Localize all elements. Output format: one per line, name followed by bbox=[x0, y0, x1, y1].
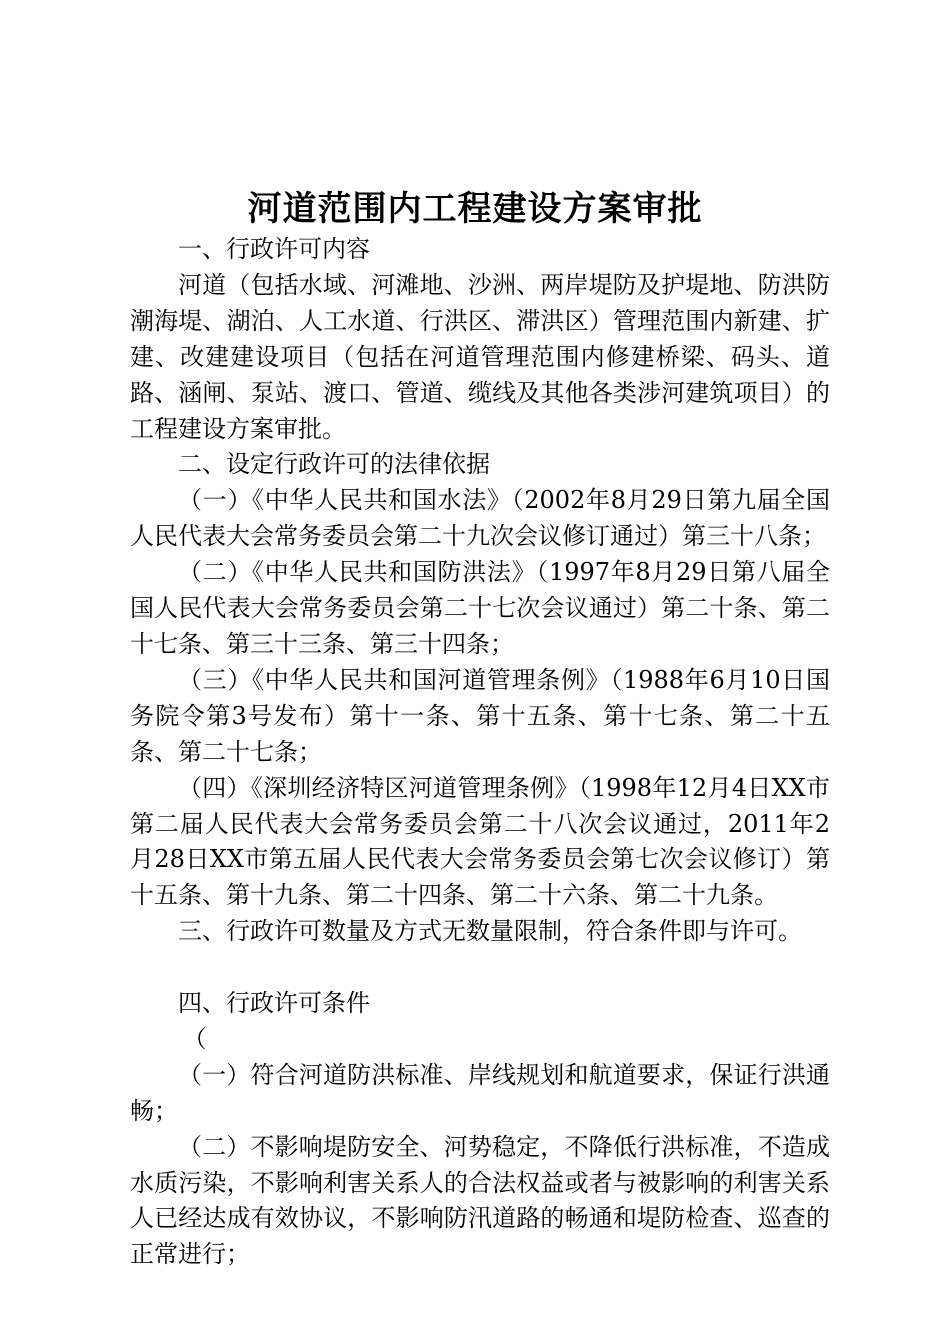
legal-basis-item-3: （三）《中华人民共和国河道管理条例》（1988年6月10日国务院令第3号发布）第十一条、第十五条、第十七条、第二十五条、第二十七条； bbox=[130, 665, 830, 766]
document-title: 河道范围内工程建设方案审批 bbox=[247, 189, 703, 229]
condition-item-1: （一）符合河道防洪标准、岸线规划和航道要求，保证行洪通畅； bbox=[130, 1060, 830, 1125]
condition-item-2: （二）不影响堤防安全、河势稳定，不降低行洪标准，不造成水质污染，不影响利害关系人的合法权益或者与被影响的利害关系人已经达成有效协议，不影响防汛道路的畅通和堤防检查、巡查的正常进行； bbox=[130, 1132, 830, 1269]
paragraph-scope: 河道（包括水域、河滩地、沙洲、两岸堤防及护堤地、防洪防潮海堤、湖泊、人工水道、行洪区、滞洪区）管理范围内新建、扩建、改建建设项目（包括在河道管理范围内修建桥梁、码头、道路、涵闸、泵站、渡口、管道、缆线及其他各类涉河建筑项目）的工程建设方案审批。 bbox=[130, 270, 830, 443]
document-body bbox=[130, 232, 830, 1273]
stray-parenthesis: （ bbox=[182, 1024, 207, 1053]
section-heading-1: 一、行政许可内容 bbox=[178, 235, 370, 263]
legal-basis-item-4: （四）《深圳经济特区河道管理条例》（1998年12月4日XX市第二届人民代表大会常务委员会第二十八次会议通过，2011年2月28日XX市第五届人民代表大会常务委员会第七次会议修订）第十五条、第十九条、第二十四条、第二十六条、第二十九条。 bbox=[130, 773, 830, 910]
section-heading-3: 三、行政许可数量及方式无数量限制，符合条件即与许可。 bbox=[178, 917, 802, 946]
section-heading-2: 二、设定行政许可的法律依据 bbox=[178, 450, 490, 479]
legal-basis-item-1: （一）《中华人民共和国水法》（2002年8月29日第九届全国人民代表大会常务委员会第二十九次会议修订通过）第三十八条； bbox=[130, 486, 830, 551]
legal-basis-item-2: （二）《中华人民共和国防洪法》（1997年8月29日第八届全国人民代表大会常务委员会第二十七次会议通过）第二十条、第二十七条、第三十三条、第三十四条； bbox=[130, 558, 830, 658]
section-heading-4: 四、行政许可条件 bbox=[178, 989, 370, 1018]
